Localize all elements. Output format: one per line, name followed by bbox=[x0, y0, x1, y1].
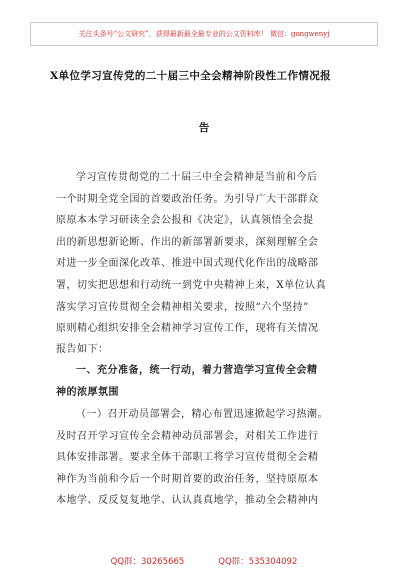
section-heading-line: 神的浓厚氛围 bbox=[56, 386, 119, 398]
paragraph-line: 及时召开学习宣传全会精神动员部署会，对相关工作进行 bbox=[56, 430, 319, 442]
section-heading-line: 一、充分准备，统一行动，着力营造学习宣传全会精 bbox=[76, 365, 318, 376]
promo-banner-text: 关注头条号“公文研究”，获得最新最全最专业的公文资料库！ 微信：gongwenyj bbox=[78, 30, 330, 38]
footer-qq-group-1: QQ群：30265665 bbox=[110, 557, 185, 567]
paragraph-line: 学习宣传贯彻党的二十届三中全会精神是当前和今后 bbox=[76, 172, 318, 183]
paragraph-line: 具体安排部署。要求全体干部职工将学习宣传贯彻全会精 bbox=[56, 452, 319, 464]
paragraph-line: 原原本本学习研读全会公报和《决定》，认真领悟全会提 bbox=[56, 215, 314, 227]
section-heading-1 bbox=[56, 360, 352, 403]
paragraph-line: 出的新思想新论断、作出的新部署新要求，深刻理解全会 bbox=[56, 236, 319, 248]
paragraph-line: 神作为当前和今后一个时期首要的政治任务，坚持原原本 bbox=[56, 473, 319, 485]
paragraph-report-intro bbox=[56, 339, 352, 361]
paragraph-line: （一）召开动员部署会，精心布置迅速掀起学习热潮。 bbox=[76, 409, 328, 420]
paragraph-subsection-1 bbox=[56, 404, 352, 512]
paragraph-line: 署，切实把思想和行动统一到党中央精神上来，X单位认真 bbox=[56, 279, 327, 291]
paragraph-line: 对进一步全面深化改革、推进中国式现代化作出的战略部 bbox=[56, 258, 319, 270]
paragraph-line: 本地学、反反复复地学、认认真真地学，推动全会精神内 bbox=[56, 495, 319, 507]
document-title-line-2: 告 bbox=[198, 122, 210, 134]
promo-banner bbox=[30, 22, 378, 46]
paragraph-line: 落实学习宣传贯彻全会精神相关要求，按照“六个坚持” bbox=[56, 301, 309, 313]
footer bbox=[0, 555, 408, 569]
paragraph-line: 报告如下： bbox=[56, 344, 109, 355]
footer-qq-group-2: QQ群：535304092 bbox=[218, 557, 298, 567]
paragraph-line: 原则精心组织安排全会精神学习宣传工作，现将有关情况 bbox=[56, 323, 319, 335]
paragraph-intro bbox=[56, 167, 352, 340]
paragraph-line: 一个时期全党全国的首要政治任务。为引导广大干部群众 bbox=[56, 193, 319, 205]
document-title-line-1: X单位学习宣传党的二十届三中全会精神阶段性工作情况报 bbox=[50, 70, 332, 82]
